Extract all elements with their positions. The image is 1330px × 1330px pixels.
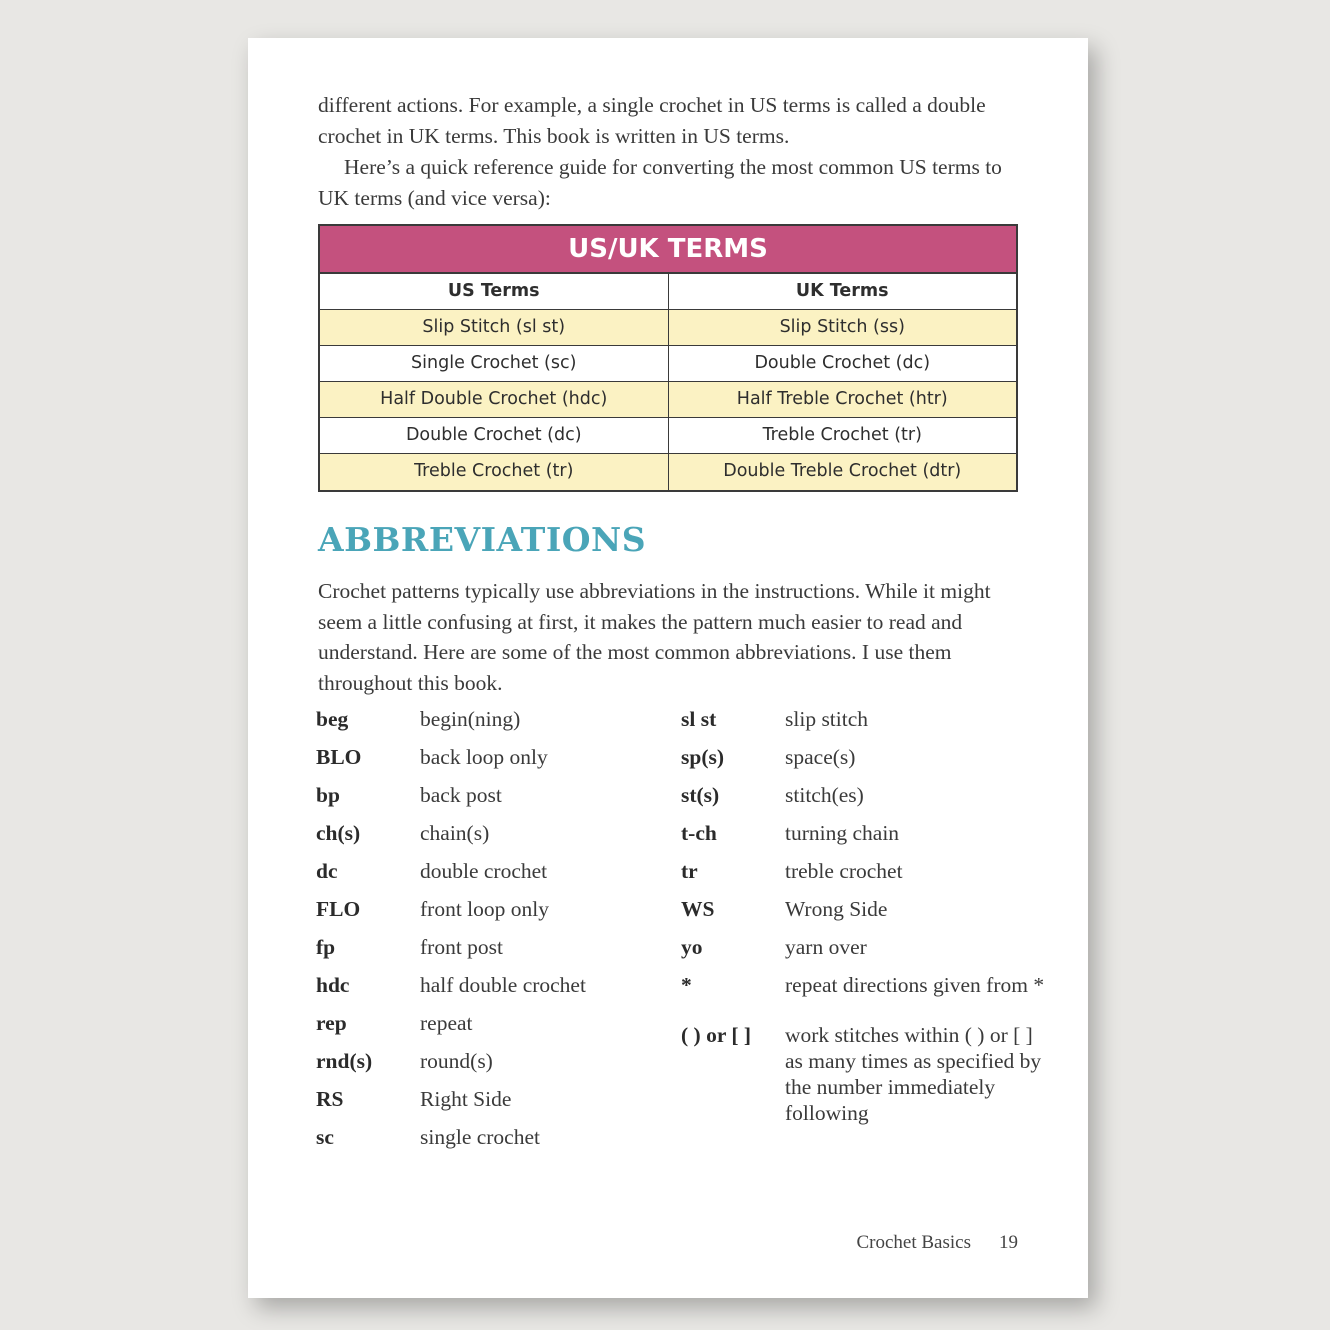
terms-table-row <box>320 454 1016 490</box>
abbreviation-term: FLO <box>316 897 361 921</box>
abbreviation-term: sc <box>316 1125 334 1149</box>
abbreviation-term: ch(s) <box>316 821 361 845</box>
abbreviation-item <box>316 1048 660 1086</box>
abbreviation-item <box>316 820 660 858</box>
abbreviation-term: sl st <box>681 707 717 731</box>
abbreviation-definition: yarn over <box>785 935 867 959</box>
abbreviation-definition: repeat <box>420 1011 473 1035</box>
abbreviation-term: yo <box>681 935 703 959</box>
abbreviation-term: sp(s) <box>681 745 725 769</box>
abbreviations-heading: ABBREVIATIONS <box>318 520 647 559</box>
us-term-cell: Slip Stitch (sl st) <box>320 310 669 345</box>
abbreviation-definition: double crochet <box>420 859 548 883</box>
uk-term-cell: Double Treble Crochet (dtr) <box>723 461 962 481</box>
abbreviation-item <box>681 706 1045 744</box>
abbreviation-item <box>316 934 660 972</box>
intro-paragraph-1: different actions. For example, a single crochet in US terms is called a double crochet in UK terms. This book is written in US terms. <box>318 93 986 148</box>
uk-term-cell: Treble Crochet (tr) <box>762 425 922 445</box>
abbreviation-definition: single crochet <box>420 1125 540 1149</box>
abbreviation-item <box>681 782 1045 820</box>
abbreviation-term: BLO <box>316 745 362 769</box>
terms-table-row <box>320 382 1016 418</box>
terms-table-header-row <box>320 274 1016 310</box>
abbreviation-definition: front post <box>420 935 504 959</box>
abbreviation-item <box>316 782 660 820</box>
abbreviations-intro: Crochet patterns typically use abbreviations in the instructions. While it might seem a little confusing at first, it makes the pattern much easier to read and understand. Here are some of the most common abbreviations. I use them throughout this book. <box>318 579 991 696</box>
uk-term-cell: Double Crochet (dc) <box>754 353 931 373</box>
uk-term-cell: Half Treble Crochet (htr) <box>736 389 948 409</box>
abbreviation-term: WS <box>681 897 715 921</box>
us-term-cell: Double Crochet (dc) <box>320 418 669 453</box>
abbreviation-definition: round(s) <box>420 1049 493 1073</box>
abbreviation-item <box>316 972 660 1010</box>
abbreviation-definition: space(s) <box>785 745 856 769</box>
abbreviation-term: dc <box>316 859 338 883</box>
abbreviation-definition: work stitches within ( ) or [ ] as many times as specified by the number immediately following <box>785 1023 1042 1125</box>
abbreviation-term: RS <box>316 1087 344 1111</box>
abbreviation-definition: Right Side <box>420 1087 512 1111</box>
abbreviation-term: rep <box>316 1011 347 1035</box>
abbreviation-definition: back post <box>420 783 502 807</box>
terms-table-title: US/UK TERMS <box>320 226 1016 274</box>
abbreviation-term: bp <box>316 783 340 807</box>
abbreviation-definition: slip stitch <box>785 707 869 731</box>
abbreviations-left-column <box>316 706 660 1162</box>
abbreviation-definition: turning chain <box>785 821 900 845</box>
terms-table-row <box>320 418 1016 454</box>
abbreviation-item <box>316 896 660 934</box>
abbreviation-term: beg <box>316 707 349 731</box>
us-term-cell: Single Crochet (sc) <box>320 346 669 381</box>
abbreviation-item <box>316 744 660 782</box>
abbreviation-item <box>681 1022 1045 1126</box>
abbreviation-definition: stitch(es) <box>785 783 864 807</box>
abbreviation-item <box>316 858 660 896</box>
abbreviation-definition: repeat directions given from * <box>785 973 1045 997</box>
abbreviation-definition: treble crochet <box>785 859 903 883</box>
terms-table-row <box>320 346 1016 382</box>
abbreviation-item <box>316 1010 660 1048</box>
abbreviation-term: * <box>681 973 692 997</box>
abbreviation-item <box>316 1086 660 1124</box>
abbreviation-definition: begin(ning) <box>420 707 521 731</box>
uk-term-cell: Slip Stitch (ss) <box>779 317 905 337</box>
abbreviation-item <box>316 1124 660 1162</box>
us-term-cell: Half Double Crochet (hdc) <box>320 382 669 417</box>
abbreviation-term: t-ch <box>681 821 717 845</box>
abbreviation-term: st(s) <box>681 783 720 807</box>
abbreviation-item <box>681 896 1045 934</box>
abbreviation-definition: front loop only <box>420 897 549 921</box>
terms-table-row <box>320 310 1016 346</box>
abbreviation-term: ( ) or [ ] <box>681 1023 752 1047</box>
intro-paragraph-2: Here’s a quick reference guide for converting the most common US terms to UK terms (and vice versa): <box>318 155 1002 210</box>
us-term-cell: Treble Crochet (tr) <box>320 454 669 490</box>
us-uk-terms-table <box>318 224 1018 492</box>
book-page <box>248 38 1088 1298</box>
page-number: 19 <box>999 1232 1018 1253</box>
abbreviation-definition: back loop only <box>420 745 548 769</box>
abbreviation-definition: Wrong Side <box>785 897 888 921</box>
abbreviation-term: fp <box>316 935 336 959</box>
abbreviation-term: hdc <box>316 973 350 997</box>
abbreviation-item <box>681 972 1045 1010</box>
abbreviation-definition: half double crochet <box>420 973 586 997</box>
abbreviation-definition: chain(s) <box>420 821 490 845</box>
abbreviation-term: rnd(s) <box>316 1049 373 1073</box>
terms-header-uk: UK Terms <box>795 281 889 301</box>
terms-header-us: US Terms <box>320 274 669 309</box>
footer-section-title: Crochet Basics <box>856 1232 971 1253</box>
abbreviation-item <box>681 820 1045 858</box>
abbreviation-term: tr <box>681 859 698 883</box>
abbreviations-right-column <box>681 706 1045 1126</box>
abbreviation-item <box>681 934 1045 972</box>
abbreviation-item <box>681 858 1045 896</box>
abbreviation-item <box>316 706 660 744</box>
page-footer <box>856 1232 1018 1254</box>
abbreviation-item <box>681 744 1045 782</box>
